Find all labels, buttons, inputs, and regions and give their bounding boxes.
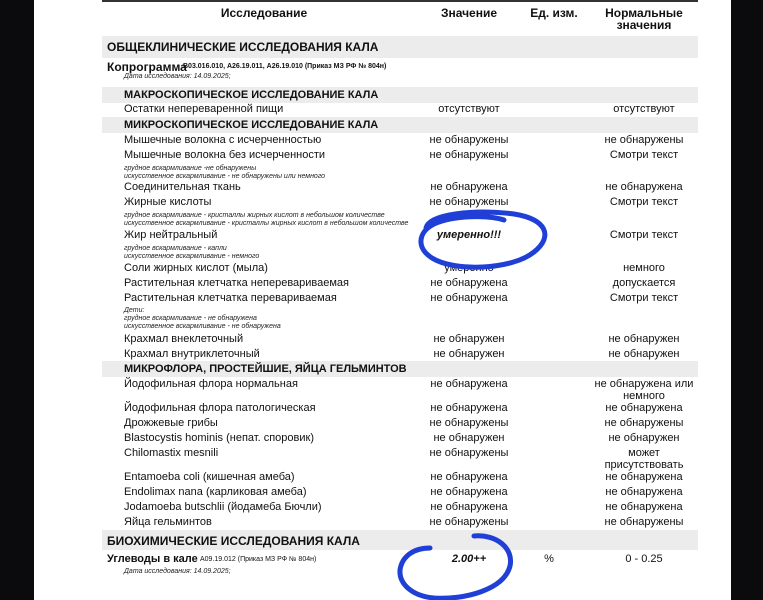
ink-circle-carbs bbox=[400, 536, 511, 598]
row-value: отсутствуют bbox=[438, 103, 500, 115]
carbs-date: Дата исследования: 14.09.2025; bbox=[124, 568, 231, 575]
ink-circle-neutral-fat bbox=[421, 212, 545, 267]
row-note: грудное вскармливание -не обнаружены bbox=[124, 165, 257, 172]
row-note: грудное вскармливание - кристаллы жирных кислот в небольшом количестве bbox=[124, 212, 385, 219]
row-norm: не обнаружены bbox=[604, 417, 684, 429]
carbs-value: 2.00++ bbox=[451, 553, 487, 565]
row-value: не обнаружена bbox=[430, 486, 508, 498]
carbs-norm: 0 - 0.25 bbox=[625, 553, 663, 565]
row-note: искусственное вскармливание - кристаллы жирных кислот в небольшом количестве bbox=[124, 220, 409, 227]
row-name: Дрожжевые грибы bbox=[124, 417, 218, 429]
ink-annotations bbox=[34, 0, 731, 600]
header-unit: Ед. изм. bbox=[530, 6, 578, 20]
row-value: умеренно!!! bbox=[436, 229, 502, 241]
row-norm: не обнаружена bbox=[605, 486, 683, 498]
row-norm: немного bbox=[623, 390, 665, 402]
row-value: не обнаружен bbox=[433, 333, 505, 345]
row-value: не обнаружены bbox=[429, 196, 509, 208]
row-name: Соединительная ткань bbox=[124, 181, 241, 193]
row-norm: Смотри текст bbox=[609, 229, 679, 241]
row-name: Крахмал внутриклеточный bbox=[124, 348, 260, 360]
row-name: Жирные кислоты bbox=[124, 196, 212, 208]
row-name: Соли жирных кислот (мыла) bbox=[124, 262, 268, 274]
row-norm: не обнаружена bbox=[605, 501, 683, 513]
row-norm: немного bbox=[623, 262, 665, 274]
row-norm: Смотри текст bbox=[609, 292, 679, 304]
carbs-unit: % bbox=[544, 553, 554, 565]
lab-report-page bbox=[34, 0, 731, 600]
row-norm: не обнаружен bbox=[608, 432, 680, 444]
row-norm: не обнаружены bbox=[604, 516, 684, 528]
row-norm: присутствовать bbox=[604, 459, 684, 471]
row-norm: Смотри текст bbox=[609, 149, 679, 161]
row-note: грудное вскармливание - капли bbox=[124, 245, 227, 252]
header-test: Исследование bbox=[220, 6, 308, 20]
section-general-title: ОБЩЕКЛИНИЧЕСКИЕ ИССЛЕДОВАНИЯ КАЛА bbox=[107, 40, 379, 54]
row-note: Дети: bbox=[124, 307, 145, 314]
header-norm-line1: Нормальные bbox=[605, 6, 683, 20]
row-name: Остатки непереваренной пищи bbox=[124, 103, 284, 115]
row-name: Мышечные волокна с исчерченностью bbox=[124, 134, 322, 146]
row-value: не обнаружена bbox=[430, 501, 508, 513]
row-name: Жир нейтральный bbox=[124, 229, 218, 241]
row-name: Blastocystis hominis (непат. споровик) bbox=[124, 432, 314, 444]
row-name: Яйца гельминтов bbox=[124, 516, 212, 528]
row-name: Йодофильная флора нормальная bbox=[124, 378, 298, 390]
row-name: Растительная клетчатка неперевариваемая bbox=[124, 277, 350, 289]
row-norm: не обнаружена bbox=[605, 402, 683, 414]
subsection-macro-title: МАКРОСКОПИЧЕСКОЕ ИССЛЕДОВАНИЕ КАЛА bbox=[124, 89, 379, 101]
row-value: не обнаружены bbox=[429, 149, 509, 161]
row-norm: не обнаружен bbox=[608, 348, 680, 360]
row-value: не обнаружен bbox=[433, 348, 505, 360]
row-name: Chilomastix mesnili bbox=[124, 447, 219, 459]
row-note: искусственное вскармливание - немного bbox=[124, 253, 260, 260]
row-norm: не обнаружена bbox=[605, 181, 683, 193]
row-name: Растительная клетчатка перевариваемая bbox=[124, 292, 337, 304]
row-value: не обнаружены bbox=[429, 516, 509, 528]
subsection-flora-title: МИКРОФЛОРА, ПРОСТЕЙШИЕ, ЯЙЦА ГЕЛЬМИНТОВ bbox=[124, 363, 407, 375]
row-name: Jodamoeba butschlii (йодамеба Бючли) bbox=[124, 501, 322, 513]
row-norm: может bbox=[628, 447, 660, 459]
carbs-codes: А09.19.012 (Приказ МЗ РФ № 804н) bbox=[200, 556, 317, 563]
row-norm: не обнаружены bbox=[604, 134, 684, 146]
row-value: не обнаружены bbox=[429, 134, 509, 146]
row-value: не обнаружена bbox=[430, 292, 508, 304]
row-value: умеренно bbox=[444, 262, 494, 274]
section-bio-title: БИОХИМИЧЕСКИЕ ИССЛЕДОВАНИЯ КАЛА bbox=[107, 534, 360, 548]
row-norm: не обнаружена или bbox=[594, 378, 694, 390]
row-norm: отсутствуют bbox=[613, 103, 675, 115]
row-value: не обнаружена bbox=[430, 378, 508, 390]
row-name: Крахмал внеклеточный bbox=[124, 333, 244, 345]
row-value: не обнаружена bbox=[430, 402, 508, 414]
header-norm-line2: значения bbox=[616, 18, 672, 32]
row-norm: Смотри текст bbox=[609, 196, 679, 208]
row-norm: не обнаружен bbox=[608, 333, 680, 345]
subsection-micro-title: МИКРОСКОПИЧЕСКОЕ ИССЛЕДОВАНИЕ КАЛА bbox=[124, 119, 379, 131]
row-name: Entamoeba coli (кишечная амеба) bbox=[124, 471, 295, 483]
row-note: искусственное вскармливание - не обнаружена bbox=[124, 323, 281, 330]
row-name: Йодофильная флора патологическая bbox=[124, 402, 316, 414]
row-note: искусственное вскармливание - не обнаружены или немного bbox=[124, 173, 326, 180]
row-value: не обнаружены bbox=[429, 447, 509, 459]
row-note: грудное вскармливание - не обнаружена bbox=[124, 315, 257, 322]
row-norm: допускается bbox=[612, 277, 676, 289]
row-value: не обнаружен bbox=[433, 432, 505, 444]
row-value: не обнаружена bbox=[430, 471, 508, 483]
row-value: не обнаружены bbox=[429, 417, 509, 429]
row-norm: не обнаружена bbox=[605, 471, 683, 483]
coprogram-codes: В03.016.010, А26.19.011, А26.19.010 (Приказ МЗ РФ № 804н) bbox=[183, 63, 387, 70]
row-name: Endolimax nana (карликовая амеба) bbox=[124, 486, 307, 498]
row-name: Мышечные волокна без исчерченности bbox=[124, 149, 326, 161]
row-value: не обнаружена bbox=[430, 277, 508, 289]
header-value: Значение bbox=[440, 6, 498, 20]
carbs-name: Углеводы в кале bbox=[107, 553, 198, 565]
coprogram-title: Копрограмма bbox=[107, 60, 187, 74]
row-value: не обнаружена bbox=[430, 181, 508, 193]
coprogram-date: Дата исследования: 14.09.2025; bbox=[124, 73, 231, 80]
